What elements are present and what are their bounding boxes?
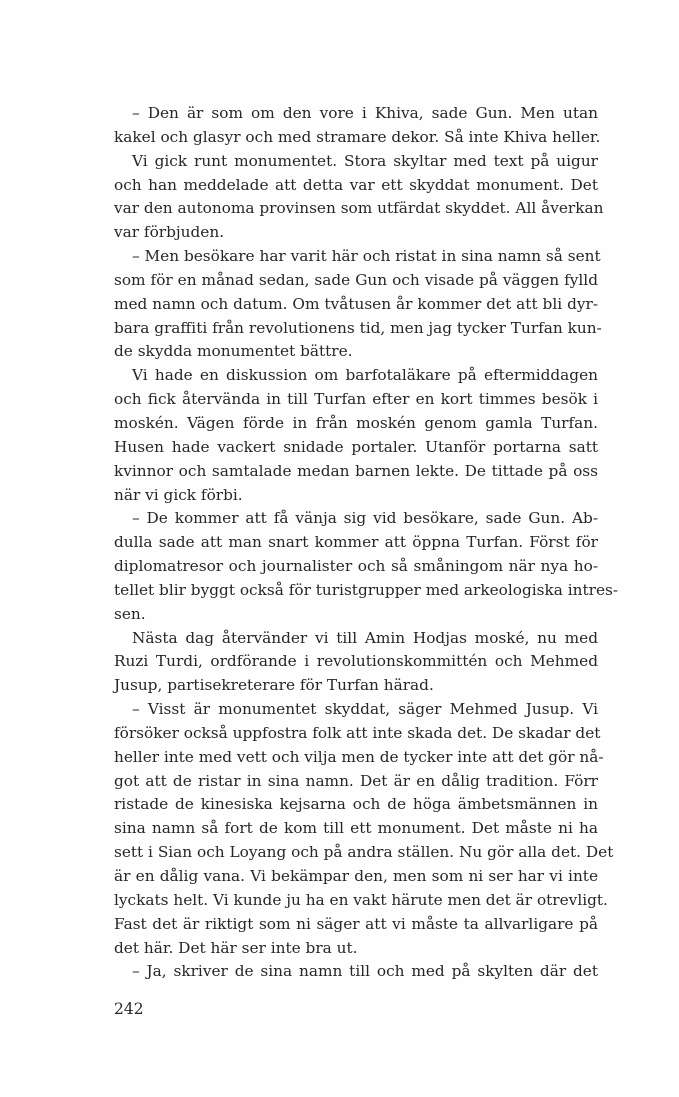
text-line: – Den är som om den vore i Khiva, sade Gun. Men utan xyxy=(132,104,598,122)
text-line: de skydda monumentet bättre. xyxy=(114,342,353,361)
text-line: sen. xyxy=(114,604,146,623)
text-line: ristade de kinesiska kejsarna och de höga ämbetsmännen in xyxy=(114,795,598,814)
page-number: 242 xyxy=(114,1000,144,1018)
text-line: lyckats helt. Vi kunde ju ha en vakt härute men det är otrevligt. xyxy=(114,890,608,909)
text-line: Vi hade en diskussion om barfotaläkare på eftermiddagen xyxy=(132,366,598,385)
text-line: försöker också uppfostra folk att inte skada det. De skadar det xyxy=(114,723,601,742)
text-line: got att de ristar in sina namn. Det är en dålig tradition. Förr xyxy=(114,771,598,790)
text-line: – De kommer att få vänja sig vid besökare, sade Gun. Ab- xyxy=(132,509,598,528)
text-line: Ruzi Turdi, ordförande i revolutionskommittén och Mehmed xyxy=(114,652,598,671)
text-line: moskén. Vägen förde in från moskén genom gamla Turfan. xyxy=(114,413,598,432)
text-line: sett i Sian och Loyang och på andra ställen. Nu gör alla det. Det xyxy=(114,843,614,862)
text-line: bara graffiti från revolutionens tid, men jag tycker Turfan kun- xyxy=(114,318,602,337)
text-line: och fick återvända in till Turfan efter en kort timmes besök i xyxy=(114,390,598,409)
text-line: var den autonoma provinsen som utfärdat skyddet. All åverkan xyxy=(114,199,604,218)
text-line: diplomatresor och journalister och så småningom när nya ho- xyxy=(114,557,598,576)
text-line: som för en månad sedan, sade Gun och visade på väggen fylld xyxy=(114,270,598,289)
text-line: Nästa dag återvänder vi till Amin Hodjas moské, nu med xyxy=(132,628,598,647)
text-line: och han meddelade att detta var ett skyddat monument. Det xyxy=(114,175,598,194)
text-line: med namn och datum. Om tvåtusen år kommer det att bli dyr- xyxy=(114,294,598,313)
text-line: kakel och glasyr och med stramare dekor. Så inte Khiva heller. xyxy=(114,127,601,146)
body-text xyxy=(114,102,619,984)
text-line: Jusup, partisekreterare för Turfan härad. xyxy=(114,676,434,695)
text-line: är en dålig vana. Vi bekämpar den, men som ni ser har vi inte xyxy=(114,867,598,885)
text-line: när vi gick förbi. xyxy=(114,485,243,504)
text-line: kvinnor och samtalade medan barnen lekte. De tittade på oss xyxy=(114,461,598,480)
text-line: var förbjuden. xyxy=(114,223,225,242)
text-line: tellet blir byggt också för turistgrupper med arkeologiska intres- xyxy=(114,580,619,599)
text-line: Fast det är riktigt som ni säger att vi måste ta allvarligare på xyxy=(114,914,598,933)
text-line: – Ja, skriver de sina namn till och med på skylten där det xyxy=(132,962,598,981)
text-line: det här. Det här ser inte bra ut. xyxy=(114,938,358,957)
text-line: – Men besökare har varit här och ristat in sina namn så sent xyxy=(132,247,601,266)
text-line: dulla sade att man snart kommer att öppna Turfan. Först för xyxy=(114,533,598,552)
text-line: Vi gick runt monumentet. Stora skyltar med text på uigur xyxy=(132,151,598,170)
text-line: sina namn så fort de kom till ett monument. Det måste ni ha xyxy=(114,819,598,838)
text-line: Husen hade vackert snidade portaler. Utanför portarna satt xyxy=(114,437,598,456)
text-line: – Visst är monumentet skyddat, säger Mehmed Jusup. Vi xyxy=(132,700,598,719)
text-line: heller inte med vett och vilja men de tycker inte att det gör nå- xyxy=(114,747,604,766)
